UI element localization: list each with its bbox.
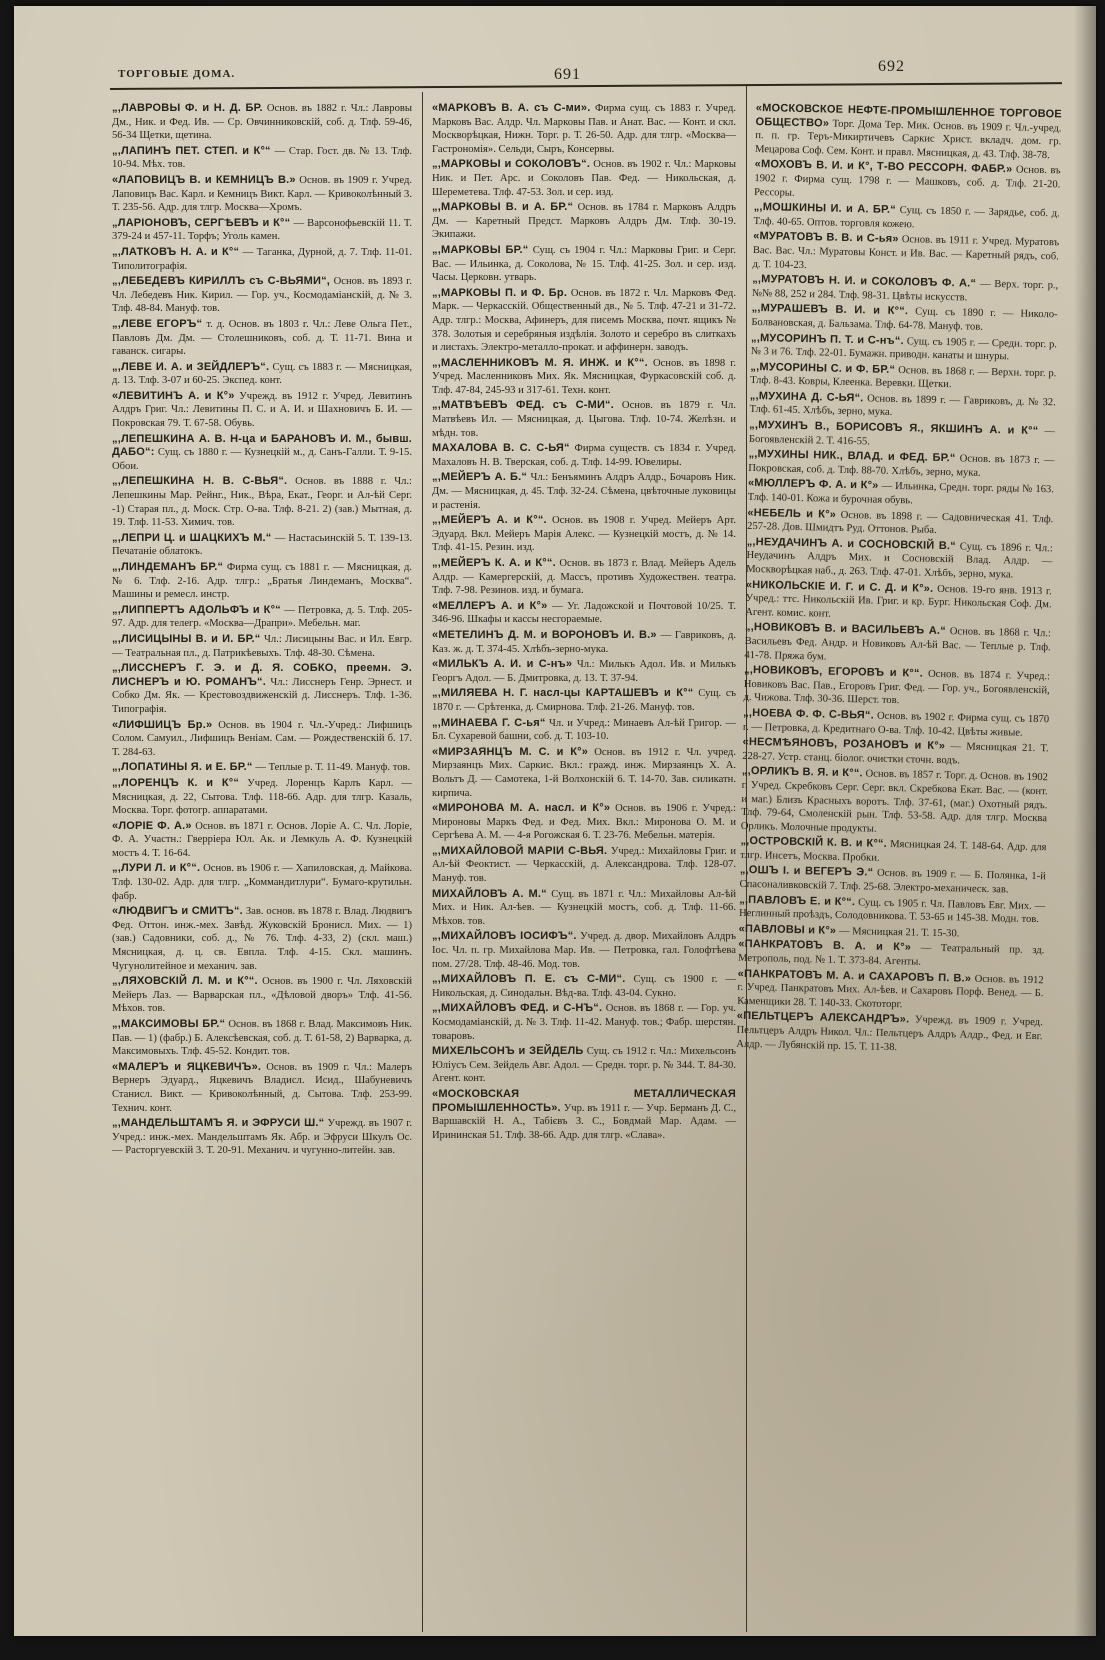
directory-entry bbox=[112, 905, 412, 973]
page-edge-shadow bbox=[1074, 6, 1096, 1636]
entry-firm-name: „,МЕЙЕРЪ А. и К°“. bbox=[432, 514, 547, 527]
directory-entry bbox=[432, 357, 736, 398]
directory-entry bbox=[432, 600, 736, 627]
entry-firm-name: „,МУСОРИНЫ С. и Ф. БР.“ bbox=[750, 360, 896, 376]
directory-entry bbox=[432, 746, 736, 800]
entry-firm-name: „,ЛИНДЕМАНЪ БР.“ bbox=[112, 561, 224, 573]
directory-entry bbox=[743, 707, 1050, 741]
directory-entry bbox=[432, 629, 736, 656]
entry-firm-name: «ЛИФШИЦЪ Бр.» bbox=[112, 718, 213, 731]
entry-details: Основ. въ 1893 г. Чл. Лебедевъ Ник. Кирил. — Гор. уч., Космодаміанскій, д. № 3. Тлф. 48-84. Мануф. тов. bbox=[112, 276, 412, 315]
entry-firm-name: „,ОШЪ І. и ВЕГЕРЪ Э.“ bbox=[739, 864, 874, 880]
entry-firm-name: «МИРЗАЯНЦЪ М. С. и К°» bbox=[432, 745, 589, 758]
directory-entry bbox=[432, 471, 736, 512]
directory-entry bbox=[744, 621, 1051, 668]
directory-entry bbox=[432, 399, 736, 440]
directory-entry bbox=[739, 864, 1046, 898]
entry-details: Основ. въ 1871 г. Основ. Лоріе А. С. Чл. Лоріе, Ф. А. Участн.: Гверріера Юл. Ак. и Лемкуль А. Ф. Кузнецкій мостъ 4. Т. 16-64. bbox=[112, 820, 412, 859]
entry-firm-name: «МАРКОВЪ В. А. съ С-ми». bbox=[432, 102, 591, 114]
entry-firm-name: „,МУРАТОВЪ Н. И. и СОКОЛОВЪ Ф. А.“ bbox=[752, 273, 977, 290]
column-2 bbox=[432, 102, 736, 1622]
directory-entry bbox=[432, 802, 736, 843]
entry-firm-name: «ЛАПОВИЦЪ В. и КЕМНИЦЪ В.» bbox=[112, 173, 296, 186]
entry-details: Учред. Лоренцъ Карлъ Карл. — Мясницкая, д. 22, Сытова. Тлф. 118-66. Адр. для тлгр. Казаль, Москва. Торг. фотогр. аппаратами. bbox=[112, 777, 412, 817]
entry-details: Чл. и Учред.: Минаевъ Ал-ѣй Григор. — Бл. Сухаревой башни, соб. д. Т. 103-10. bbox=[432, 717, 736, 743]
page-number-right: 692 bbox=[878, 58, 905, 75]
directory-page-spread bbox=[14, 6, 1096, 1636]
entry-details: Сущ. съ 1896 г. Чл.: Неудачинъ Алдръ Мих. и Сосновскій Влад. Алдр. — Москворѣцкая наб., д. 263. Тлф. 47-01. Хлѣбъ, зерно, мука. bbox=[746, 541, 1053, 581]
entry-details: Сущ. въ 1871 г. Чл.: Михайловы Ал-ѣй Мих. и Ник. Ал-ѣев. — Кузнецкій мостъ, соб. д. Тлф. 11-66. Мѣхов. тов. bbox=[432, 888, 736, 927]
entry-firm-name: „,ЛОПАТИНЫ Я. и Е. БР.“ bbox=[112, 761, 253, 774]
entry-firm-name: „,ЛЯХОВСКІЙ Л. М. и К°“. bbox=[112, 975, 258, 988]
entry-firm-name: „,МЕЙЕРЪ А. Б.“ bbox=[432, 471, 528, 484]
entry-details: Сущ. съ 1880 г. — Кузнецкій м., д. Санъ-Галли. Т. 9-15. Обои. bbox=[112, 447, 412, 472]
entry-details: — Петровка, д. 5. Тлф. 205-97. Адр. для телегр. «Москва—Драпри». Мебельн. маг. bbox=[112, 604, 412, 630]
directory-entry bbox=[112, 561, 412, 602]
entry-details: Учр. въ 1911 г. — Учр. Берманъ Д. С., Варшавскій Н. А., Табієвъ З. С., Бовдмай Мар. Адам. — Ирининская 51. Тлф. 38-66. Адр. для тлгр. «Слава». bbox=[432, 1102, 736, 1141]
entry-firm-name: «МЕТЕЛИНЪ Д. М. и ВОРОНОВЪ И. В.» bbox=[432, 628, 657, 641]
entry-details: — Теплые р. Т. 11-49. Мануф. тов. bbox=[255, 762, 411, 774]
directory-entry bbox=[736, 1010, 1043, 1057]
entry-details: Сущ. съ 1905 г. — Средн. торг. р. № 3 и 76. Тлф. 22-01. Бумажн. приводн. канаты и шнуры. bbox=[750, 335, 1058, 363]
entry-details: Основ. въ 1868 г. — Верхн. торг. р. Тлф. 8-43. Ковры, Клеенка. Веревки. Щетки. bbox=[750, 364, 1057, 391]
directory-entry bbox=[748, 477, 1055, 511]
entry-firm-name: „,МИНАЕВА Г. С-ья“ bbox=[432, 716, 546, 729]
entry-details: Основ. 19-го янв. 1913 г. Учред.: ттс. Никольскій Ив. Григ. и кр. Бург. Никольская Соф. Дм. Агент. комис. конт. bbox=[745, 583, 1052, 620]
entry-details: Основ. въ 1868 г. Влад. Максимовъ Ник. Пав. — 1) (фабр.) Б. Алексѣевская, соб. д. Т. 61-58, 2) Варварка, д. Максимовыхъ. Тлф. 45-52. Кондит. тов. bbox=[112, 1019, 412, 1058]
directory-entry bbox=[432, 888, 736, 929]
page-number-left: 691 bbox=[554, 66, 581, 83]
entry-firm-name: «МАЛЕРЪ и ЯЦКЕВИЧЪ». bbox=[112, 1060, 262, 1073]
entry-firm-name: «ПАНКРАТОВЪ В. А. и К°» bbox=[738, 938, 912, 954]
entry-firm-name: „,ЛЕПЕШКИНА Н. В. С-ВЬЯ“. bbox=[112, 475, 288, 488]
entry-firm-name: „,МАТВѢЕВЪ ФЕД. съ С-МИ“. bbox=[432, 399, 615, 412]
entry-details: Основ. въ 1882 г. Чл.: Лавровы Дм., Ник. и Фед. Ив. — Ср. Овчинниковскій, соб. д. Тлф. 59-46, 56-34 Щетки, щетина. bbox=[112, 103, 412, 142]
entry-details: Основ. въ 1873 г. Влад. Мейеръ Адель Алдр. — Камергерскій, д. Массъ, противъ Художествен. театра. Тлф. 7-98. Резинов. изд. и бумага. bbox=[432, 558, 736, 597]
directory-entry bbox=[754, 158, 1061, 205]
entry-firm-name: „,МУХИНА Д. С-ЬЯ“. bbox=[749, 389, 864, 405]
entry-firm-name: „,МИХАЙЛОВЪ ФЕД. и С-НЪ“. bbox=[432, 1002, 603, 1015]
directory-entry bbox=[112, 433, 412, 474]
entry-firm-name: «ЛЮДВИГЪ и СМИТЪ“. bbox=[112, 905, 243, 918]
entry-firm-name: „,ОРЛИКЪ В. Я. и К°“. bbox=[741, 765, 863, 780]
directory-entry bbox=[112, 1117, 412, 1158]
directory-entry bbox=[738, 938, 1045, 972]
entry-details: Основ. въ 1909 г. — Б. Полянка, 1-й Спасоналивковскій 7. Тлф. 25-68. Электро-механическ. зав. bbox=[739, 868, 1046, 896]
entry-firm-name: „,МЕЙЕРЪ К. А. и К°“. bbox=[432, 557, 556, 569]
directory-entry bbox=[112, 719, 412, 760]
entry-firm-name: «ПАВЛОВЫ и К°» bbox=[738, 922, 837, 937]
directory-entry bbox=[741, 765, 1048, 839]
entry-details: Основ. въ 1911 г. Учред. Муратовъ Вас. Вас. Чл.: Муратовы Конст. и Ив. Вас. — Каретный рядъ, соб. д. Т. 104-23. bbox=[752, 234, 1060, 271]
directory-entry bbox=[749, 390, 1056, 424]
directory-entry bbox=[112, 1061, 412, 1115]
directory-entry bbox=[432, 244, 736, 285]
directory-entry bbox=[432, 930, 736, 971]
entry-firm-name: „,ЛОРЕНЦЪ К. и К°“ bbox=[112, 776, 240, 789]
entry-details: Основ. въ 1868 г. Чл.: Васильевъ Фед. Андр. и Новиковъ Ал-ѣй Вас. — Теплые р. Тлф. 41-78. Пряжа бум. bbox=[744, 626, 1052, 663]
entry-firm-name: „,ЛЕПРИ Ц. и ШАЦКИХЪ М.“ bbox=[112, 531, 272, 544]
directory-entry bbox=[432, 845, 736, 886]
entry-details: Сущ. съ 1850 г. — Зарядье, соб. д. Тлф. 40-65. Оптов. торговля кожею. bbox=[753, 205, 1060, 231]
directory-entry bbox=[112, 662, 412, 716]
entry-details: Сущ. съ 1900 г. — Никольская, д. Синодальн. Вѣд-ва. Тлф. 43-04. Сукно. bbox=[432, 974, 736, 999]
entry-firm-name: „,ЛИСИЦЫНЫ В. и И. БР.“ bbox=[112, 632, 261, 645]
entry-details: Основ. въ 1868 г. — Гор. уч. Космодаміанскій, д. № 3. Тлф. 11-42. Мануф. тов.; Фабр. шерстян. товаровъ. bbox=[432, 1003, 736, 1042]
entry-firm-name: „,ЛАПИНЪ ПЕТ. СТЕП. и К°“ bbox=[112, 144, 271, 157]
entry-firm-name: „,МИХАЙЛОВЪ ІОСИФЪ“. bbox=[432, 930, 577, 943]
entry-details: — Таганка, Дурной, д. 7. Тлф. 11-01. Типолитографія. bbox=[112, 246, 412, 272]
entry-firm-name: „,МАСЛЕННИКОВЪ М. Я. ИНЖ. и К°“. bbox=[432, 356, 648, 369]
entry-firm-name: „,НОВИКОВЪ, ЕГОРОВЪ и К°“. bbox=[743, 664, 924, 680]
entry-firm-name: «НИКОЛЬСКІЕ И. Г. и С. Д. и К°». bbox=[745, 578, 934, 595]
directory-entry bbox=[112, 761, 412, 775]
entry-details: Основ. въ 1784 г. Марковъ Алдръ Дм. — Каретный Предст. Марковъ Алдръ Дм. Тлф. 30-19. Экипажи. bbox=[432, 202, 736, 241]
entry-details: — Мясницкая 21. Т. 15-30. bbox=[838, 925, 960, 940]
entry-details: — Богоявленскій 2. Т. 416-55. bbox=[748, 426, 1056, 448]
entry-firm-name: «НЕСМѢЯНОВЪ, РОЗАНОВЪ и К°» bbox=[742, 735, 946, 753]
entry-details: Основ. въ 1906 г. Учред.: Мироновы Маркъ Фед. и Фед. Мих. Вкл.: Миронова О. М. и Сергѣева А. М. — 4-я Рогожская 6. Т. 23-76. Мебельн. матерія. bbox=[432, 803, 736, 842]
directory-entry bbox=[748, 448, 1055, 482]
directory-entry bbox=[112, 475, 412, 529]
entry-details: Основ. въ 1857 г. Торг. д. Основ. въ 1902 г. Учред. Скребковъ Серг. Серг. вкл. Скребкова Екат. Вас. — (конт. и маг.) Близъ Красныхъ воротъ. Тлф. 37-61, (маг.) Охотный рядъ. Тлф. 79-64, Смоленскій рын. Тлф. 53-58. Адр. для тлгр. Москва Орликъ. Молочные продукты. bbox=[740, 768, 1049, 835]
directory-entry bbox=[432, 287, 736, 355]
header-rule bbox=[110, 82, 1062, 90]
entry-firm-name: МИХАЙЛОВЪ А. М.“ bbox=[432, 887, 547, 900]
entry-firm-name: «МЕЛЛЕРЪ А. и К°» bbox=[432, 599, 548, 612]
entry-details: Основ. въ 1912 г. Чл. учред. Мирзаянцъ Мих. Саркис. Вкл.: гражд. инж. Мирзаянцъ Х. А. Вольтъ Д. — Самотека, 1-й Волхонскій 6. Т. 14-70. Зав. силикатн. кирпича. bbox=[432, 746, 736, 799]
entry-firm-name: „,МАКСИМОВЫ БР.“ bbox=[112, 1018, 226, 1030]
entry-firm-name: „,ЛЕПЕШКИНА А. В. Н-ца и БАРАНОВЪ И. М., бывш. ДАБО“: bbox=[112, 432, 412, 459]
entry-details: Сущ. съ 1905 г. Чл. Павловъ Евг. Мих. — Неглинный проѣздъ, Солодовникова. Т. 53-65 и 145-38. Модн. тов. bbox=[738, 896, 1046, 926]
directory-entry bbox=[432, 687, 736, 714]
entry-details: Сущ. съ 1904 г. Чл.: Марковы Григ. и Серг. Вас. — Ильинка, д. Соколова, № 15. Тлф. 41-25. Зол. и сер. изд. Часы. Церковн. утварь. bbox=[432, 244, 736, 284]
directory-entry bbox=[112, 217, 412, 244]
entry-firm-name: «МУРАТОВЪ В. В. и С-ья» bbox=[753, 230, 899, 246]
entry-firm-name: „,ЛУРИ Л. и К°“. bbox=[112, 862, 201, 875]
entry-details: Фирма существ. съ 1834 г. Учред. Махаловъ Н. В. Тверская, соб. д. Тлф. 14-99. Ювелиры. bbox=[432, 443, 736, 468]
entry-details: Учред.: Михайловы Григ. и Ал-ѣй Феоктист. — Черкасскій, д. Александрова. Тлф. 128-07. Мануф. тов. bbox=[432, 845, 736, 885]
entry-details: — Настасьинскій 5. Т. 139-13. Печатаніе облатокъ. bbox=[112, 532, 412, 558]
entry-details: Основ. въ 1902 г. Чл.: Марковы Ник. и Пет. Арс. и Соколовъ Пав. Фед. — Никольская, д. Шереметева. Тлф. 47-53. Зол. и сер. изд. bbox=[432, 159, 736, 198]
entry-details: Основ. въ 1909 г. Учред. Лаповицъ Вас. Карл. и Кемницъ Викт. Карл. — Кривоколѣнный 3. Т. 235-56. Адр. для тлгр. Москва—Хромъ. bbox=[112, 174, 412, 214]
entry-details: т. д. Основ. въ 1803 г. Чл.: Леве Ольга Пет., Павловъ Дм. Дм. — Столешниковъ, соб. д. Т. 11-71. Вина и гаванск. сигары. bbox=[112, 318, 412, 358]
directory-entry bbox=[740, 835, 1047, 869]
directory-entry bbox=[112, 777, 412, 818]
entry-firm-name: „,ПАВЛОВЪ Е. и К°“. bbox=[739, 893, 856, 908]
entry-details: Мясницкая 24. Т. 148-64. Адр. для тлгр. Инсетъ, Москва. Пробки. bbox=[740, 839, 1047, 864]
entry-details: Сущ. съ 1870 г. — Срѣтенка, д. Смирнова. Тлф. 21-26. Мануф. тов. bbox=[432, 688, 736, 713]
entry-firm-name: «НЕБЕЛЬ и К°» bbox=[747, 506, 837, 521]
entry-firm-name: „,МИХАЙЛОВОЙ МАРІИ С-ВЬЯ. bbox=[432, 844, 608, 857]
entry-firm-name: „,МУРАШЕВЪ В. И. и К°“. bbox=[751, 302, 909, 318]
entry-firm-name: „,МАНДЕЛЬШТАМЪ Я. и ЭФРУСИ Ш.“ bbox=[112, 1117, 325, 1130]
entry-details: — Варсонофьевскій 11. Т. 379-24 и 457-11. Торфъ; Уголь камен. bbox=[112, 217, 412, 243]
entry-details: — Стар. Гост. дв. № 13. Тлф. 10-94. Мѣх. тов. bbox=[112, 145, 412, 171]
entry-firm-name: «МИРОНОВА М. А. насл. и К°» bbox=[432, 802, 611, 815]
entry-details: Основ. въ 1898 г. — Садовническая 41. Тлф. 257-28. Дов. Шмидтъ Руд. Оттонов. Рыба. bbox=[746, 509, 1054, 537]
directory-entry bbox=[432, 1088, 736, 1142]
entry-firm-name: «ПАНКРАТОВЪ М. А. и САХАРОВЪ П. В.» bbox=[737, 967, 972, 985]
directory-entry bbox=[432, 717, 736, 744]
entry-firm-name: „,ЛЕВЕ И. А. и ЗЕЙДЛЕРЪ“. bbox=[112, 360, 270, 373]
entry-firm-name: „,МУСОРИНЪ П. Т. и С-нъ“. bbox=[750, 331, 904, 347]
entry-firm-name: «ЛЕВИТИНЪ А. и К°» bbox=[112, 389, 235, 402]
entry-firm-name: «ПЕЛЬТЦЕРЪ АЛЕКСАНДРЪ». bbox=[736, 1010, 910, 1026]
entry-details: Учрежд. въ 1912 г. Учред. Левитинъ Алдръ Григ. Чл.: Левитины П. С. и А. И. и Шахновичъ Б. И. — Покровская 79. Т. 67-58. Обувь. bbox=[112, 390, 412, 430]
directory-entry bbox=[432, 158, 736, 199]
directory-entry bbox=[112, 275, 412, 316]
directory-entry bbox=[432, 658, 736, 685]
entry-firm-name: „,МАРКОВЫ В. и А. БР.“ bbox=[432, 201, 574, 214]
running-head: ТОРГОВЫЕ ДОМА. bbox=[118, 68, 236, 80]
entry-firm-name: „,МИЛЯЕВА Н. Г. насл-цы КАРТАШЕВЪ и К°“ bbox=[432, 687, 694, 700]
entry-details: — Уг. Ладожской и Почтовой 10/25. Т. 346-96. Шкафы и кассы несгораемые. bbox=[432, 600, 736, 626]
entry-details: — Верх. торг. р., №№ 88, 252 и 284. Тлф. 98-31. Цвѣты искусств. bbox=[751, 278, 1059, 304]
directory-entry bbox=[737, 967, 1044, 1014]
directory-entry bbox=[432, 1045, 736, 1086]
directory-entry bbox=[753, 201, 1060, 235]
entry-details: Учрежд. въ 1907 г. Учред.: инж.-мех. Мандельштамъ Як. Абр. и Эфруси Шкулъ Ос. — Расторгуевскій 3. Т. 20-91. Механич. и чугунно-литейн. зав. bbox=[112, 1118, 412, 1157]
entry-details: Основ. въ 1912 г. Учред. Панкратовъ Мих. Ал-ѣев. и Сахаровъ Порф. Венед. — Б. Каменщики 28. Т. 140-33. Скототорг. bbox=[737, 973, 1044, 1011]
directory-entry bbox=[112, 145, 412, 172]
entry-firm-name: „,МАРКОВЫ и СОКОЛОВЪ“. bbox=[432, 158, 591, 171]
entry-details: Основ. въ 1874 г. Учред.: Новиковъ Вас. Пав., Егоровъ Григ. Фед. — Гор. уч., Богоявленскій, д. Чижова. Тлф. 30-36. Шерст. тов. bbox=[743, 668, 1051, 707]
entry-firm-name: «МОСКОВСКОЕ НЕФТЕ-ПРОМЫШЛЕННОЕ ТОРГОВОЕ ОБЩЕСТВО» bbox=[755, 102, 1062, 130]
entry-details: Основ. въ 1902 г. Фирма сущ. съ 1870 г. — Петровка, д. Кредитнаго О-ва. Тлф. 10-42. Цвѣты живые. bbox=[742, 710, 1050, 739]
column-3 bbox=[724, 102, 1062, 1628]
directory-entry bbox=[752, 230, 1059, 277]
directory-entry bbox=[432, 201, 736, 242]
entry-details: Зав. основ. въ 1878 г. Влад. Людвигъ Фед. Оттон. инж.-мех. Завѣд. Жуковскій Бронисл. Мих. — 1) (зав.) Садовники, соб. д., № 76. Тлф. 4-33, 2) (скл. маш.) Мясницкая, д. ц. св. Евпла. Тлф. 4-15. Скл. машинъ. Чугунолитейное и механич. зав. bbox=[112, 906, 412, 972]
directory-entry bbox=[432, 442, 736, 469]
entry-details: Чл.: Лисицыны Вас. и Ил. Евгр. — Театральная пл., д. Патрикѣевыхъ. Тлф. 48-30. Сѣмена. bbox=[112, 633, 412, 659]
entry-details: Чл.: Милькъ Адол. Ив. и Милькъ Георгъ Адол. — Б. Дмитровка, д. 13. Т. 37-94. bbox=[432, 659, 736, 684]
entry-firm-name: «МОХОВЪ В. И. и К°, Т-ВО РЕССОРН. ФАБР.» bbox=[754, 158, 1013, 176]
entry-details: — Мясницкая 21. Т. 228-27. Устр. станц. біолог. очистки сточн. водъ. bbox=[742, 741, 1049, 767]
directory-entry bbox=[432, 102, 736, 156]
entry-firm-name: „,ЛИССНЕРЪ Г. Э. и Д. Я. СОБКО, преемн. Э. ЛИСНЕРЪ и Ю. РОМАНЪ“. bbox=[112, 662, 412, 688]
directory-entry bbox=[751, 302, 1058, 336]
directory-entry bbox=[112, 246, 412, 273]
entry-firm-name: „,ЛИППЕРТЪ АДОЛЬФЪ и К°“ bbox=[112, 603, 281, 616]
entry-firm-name: МИХЕЛЬСОНЪ и ЗЕЙДЕЛЬ bbox=[432, 1045, 584, 1058]
directory-entry bbox=[752, 273, 1059, 307]
entry-firm-name: „ЛАРІОНОВЪ, СЕРГѢЕВЪ и К°“ bbox=[112, 216, 291, 229]
entry-firm-name: «МОСКОВСКАЯ МЕТАЛЛИЧЕСКАЯ ПРОМЫШЛЕННОСТЬ». bbox=[432, 1087, 736, 1114]
entry-details: Основ. въ 1900 г. Чл. Ляховскій Мейеръ Лаз. — Варварская пл., «Дѣловой дворъ» Тлф. 41-56. Мѣхов. тов. bbox=[112, 976, 412, 1015]
entry-details: Основ. въ 1879 г. Чл. Матвѣевъ Ил. — Мясницкая, д. Цыгова. Тлф. 10-74. Желѣзн. и мѣдн. тов. bbox=[432, 400, 736, 439]
directory-entry bbox=[755, 102, 1062, 163]
directory-entry bbox=[743, 664, 1050, 711]
directory-entry bbox=[112, 532, 412, 559]
entry-firm-name: „,МОШКИНЫ И. и А. БР.“ bbox=[753, 201, 897, 217]
entry-details: Основ. въ 1888 г. Чл.: Лепешкины Мар. Рейнг., Ник., Вѣра, Екат., Георг. и Ал-ѣй Серг. -1) Старая пл., д. Моск. Стр. О-ва. Тлф. 8-21. 2) (зав.) Мытная, д. 19. Тлф. 11-53. Химич. тов. bbox=[112, 476, 412, 529]
entry-firm-name: „,ЛАВРОВЫ Ф. и Н. Д. БР. bbox=[112, 102, 263, 114]
entry-details: Сущ. съ 1883 г. — Мясницкая, д. 13. Тлф. 3-07 и 60-25. Экспед. конт. bbox=[112, 361, 412, 387]
directory-entry bbox=[739, 893, 1046, 927]
directory-entry bbox=[749, 419, 1056, 453]
directory-entry bbox=[112, 975, 412, 1016]
entry-details: Торг. Дома Тер. Мик. Основ. въ 1909 г. Чл.-учред. п. п. гр. Теръ-Микиртичевъ Саркис Христ. вкладч. дом. гр. Мецарова Соф. Сем. Конт. и правл. Мясницкая, д. 43. Тлф. 38-78. bbox=[754, 118, 1062, 161]
entry-details: Основ. въ 1899 г. — Гавриковъ, д. № 32. Тлф. 61-45. Хлѣбъ, зерно, мука. bbox=[749, 393, 1056, 419]
entry-details: Основ. въ 1904 г. Чл.-Учред.: Лифшицъ Солом. Самуил., Лифшицъ Веніам. Сам. — Рождественскій б. 17. Т. 284-63. bbox=[112, 719, 412, 758]
entry-firm-name: «МЮЛЛЕРЪ Ф. А. и К°» bbox=[747, 477, 879, 493]
directory-entry bbox=[432, 514, 736, 555]
entry-firm-name: „,МИХАЙЛОВЪ П. Е. съ С-МИ“. bbox=[432, 973, 626, 986]
directory-entry bbox=[112, 102, 412, 143]
directory-entry bbox=[432, 1002, 736, 1043]
entry-details: Учред. д. двор. Михайловъ Алдръ Іос. Чл. п. гр. Михайлова Мар. Ив. — Петровка, гал. Голофтѣева пом. 27/28. Тлф. 48-46. Мод. тов. bbox=[432, 931, 736, 970]
directory-entry bbox=[432, 973, 736, 1000]
entry-firm-name: „,ОСТРОВСКІЙ К. В. и К°“. bbox=[740, 835, 888, 851]
entry-details: Фирма сущ. съ 1883 г. Учред. Марковъ Вас. Алдр. Чл. Марковы Пав. и Анат. Вас. — Конт. и скл. Москворѣцкая, Нижн. Торг. р. Т. 26-50. Адр. для тлгр. «Москва—Гастрономія». Сельди, Сыръ, Консервы. bbox=[432, 103, 736, 155]
entry-details: Основ. въ 1902 г. Фирма сущ. 1798 г. — Машковъ, соб. д. Тлф. 21-20. Рессоры. bbox=[753, 164, 1061, 199]
directory-entry bbox=[112, 361, 412, 388]
directory-entry bbox=[112, 604, 412, 631]
directory-entry bbox=[112, 820, 412, 861]
entry-details: Чл.: Бенъяминъ Алдръ Алдр., Бочаровъ Ник. Дм. — Мясницкая, д. 45. Тлф. 32-24. Сѣмена, цвѣточные луковицы и растенія. bbox=[432, 472, 736, 511]
column-1 bbox=[112, 102, 412, 1622]
entry-firm-name: „,МАРКОВЫ П. и Ф. Бр. bbox=[432, 286, 568, 299]
entry-details: Сущ. съ 1912 г. Чл.: Михельсонъ Юліусъ Сем. Зейдель Авг. Адол. — Средн. торг. р. № 344. Т. 84-30. Агент. конт. bbox=[432, 1046, 736, 1085]
entry-firm-name: „,МУХИНЪ В., БОРИСОВЪ Я., ЯКШИНЪ А. и К°“ bbox=[749, 418, 1039, 438]
directory-entry bbox=[751, 331, 1058, 365]
entry-firm-name: «ЛОРІЕ Ф. А.» bbox=[112, 819, 192, 832]
column-divider-1 bbox=[422, 92, 423, 1632]
entry-firm-name: «МИЛЬКЪ А. И. и С-нъ» bbox=[432, 658, 573, 671]
entry-details: — Ильинка, Средн. торг. ряды № 163. Тлф. 140-01. Кожа и бурочная обувь. bbox=[747, 481, 1055, 507]
directory-entry bbox=[112, 174, 412, 215]
directory-entry bbox=[745, 578, 1052, 625]
entry-firm-name: „,МУХИНЫ НИК., ВЛАД. и ФЕД. БР.“ bbox=[748, 448, 956, 465]
entry-details: Основ. въ 1908 г. Учред. Мейеръ Арт. Эдуард. Вкл. Мейеръ Марія Алекс. — Кузнецкій мостъ, д. № 14. Тлф. 41-15. Резин. изд. bbox=[432, 515, 736, 554]
entry-firm-name: МАХАЛОВА В. С. С-ЬЯ“ bbox=[432, 442, 570, 455]
directory-entry bbox=[432, 557, 736, 598]
entry-firm-name: „,МАРКОВЫ БР.“ bbox=[432, 243, 529, 256]
entry-firm-name: „,ЛЕВЕ ЕГОРЪ“ bbox=[112, 317, 203, 330]
directory-entry bbox=[112, 862, 412, 903]
entry-details: — Гавриковъ, д. Каз. ж. д. Т. 374-45. Хлѣбъ-зерно-мука. bbox=[432, 629, 736, 655]
entry-firm-name: „,НОВИКОВЪ В. и ВАСИЛЬЕВЪ А.“ bbox=[744, 621, 946, 638]
entry-firm-name: „,НЕУДАЧИНЪ А. и СОСНОВСКІЙ В.“ bbox=[746, 535, 957, 553]
directory-entry bbox=[112, 318, 412, 359]
entry-details: Основ. въ 1909 г. Чл.: Малеръ Вернеръ Эдуард., Яцкевичъ Владисл. Исид., Шабуневичъ Станисл. Викт. — Кривоколѣнный, д. Сытова. Тлф. 253-99. Технич. конт. bbox=[112, 1061, 412, 1114]
entry-details: Основ. въ 1898 г. Учред. Масленниковъ Мих. Як. Мясницкая, Фуркасовскій соб. д. Тлф. 47-84, 245-93 и 317-61. Техн. конт. bbox=[432, 357, 736, 396]
directory-entry bbox=[746, 536, 1053, 583]
directory-entry bbox=[112, 390, 412, 431]
entry-details: Сущ. съ 1890 г. — Николо-Болвановская, д. Бальзама. Тлф. 64-78. Мануф. тов. bbox=[751, 306, 1058, 333]
entry-firm-name: „,ЛЕБЕДЕВЪ КИРИЛЛЪ съ С-ВЬЯМИ“, bbox=[112, 275, 331, 288]
directory-entry bbox=[112, 1018, 412, 1059]
entry-details: Чл.: Лисснеръ Генр. Эрнест. и Собко Дм. Як. — Крестовоздвиженскій д. Лисснеръ. Тлф. 1-36. Типографія. bbox=[112, 676, 412, 715]
entry-details: Учрежд. въ 1909 г. Учред. Пельтцеръ Алдръ Никол. Чл.: Пельтцеръ Алдръ Алдр., Фед. и Евг. Алдр. — Лубянскій пр. 15. Т. 11-38. bbox=[736, 1014, 1043, 1053]
entry-details: Фирма сущ. съ 1881 г. — Мясницкая, д. № 6. Тлф. 2-16. Адр. тлгр.: „Братья Линдеманъ, Москва“. Машины и ремесл. инстр. bbox=[112, 562, 412, 601]
entry-details: Основ. въ 1906 г. — Хапиловская, д. Майкова. Тлф. 130-02. Адр. для тлгр. „Коммандитлури“. Бумаго-крутильн. фабр. bbox=[112, 863, 412, 902]
directory-entry bbox=[112, 633, 412, 660]
entry-details: Основ. въ 1873 г. — Покровская, соб. д. Тлф. 88-70. Хлѣбъ, зерно, мука. bbox=[748, 453, 1055, 479]
directory-entry bbox=[742, 736, 1049, 770]
entry-details: — Театральный пр. зд. Метрополь, под. № 1. Т. 373-84. Агенты. bbox=[737, 943, 1045, 968]
entry-firm-name: „,НОЕВА Ф. Ф. С-ВЬЯ“. bbox=[743, 706, 875, 722]
entry-details: Основ. въ 1872 г. Чл. Марковъ Фед. Марк. — Черкасскій. Общественный дв., № 5. Тлф. 47-21 и 31-72. Адр. тлгр.: Москва, Афинеръ, для писемъ Москва, почт. ящикъ № 378. Золотыя и серебряныя издѣлія. Золото и серебро въ слиткахъ и листахъ. Электро-металло-прокат. и аффинерн. заводъ. bbox=[432, 287, 736, 354]
directory-entry bbox=[750, 361, 1057, 395]
entry-firm-name: „,ЛАТКОВЪ Н. А. и К°“ bbox=[112, 245, 240, 258]
directory-entry bbox=[747, 507, 1054, 541]
